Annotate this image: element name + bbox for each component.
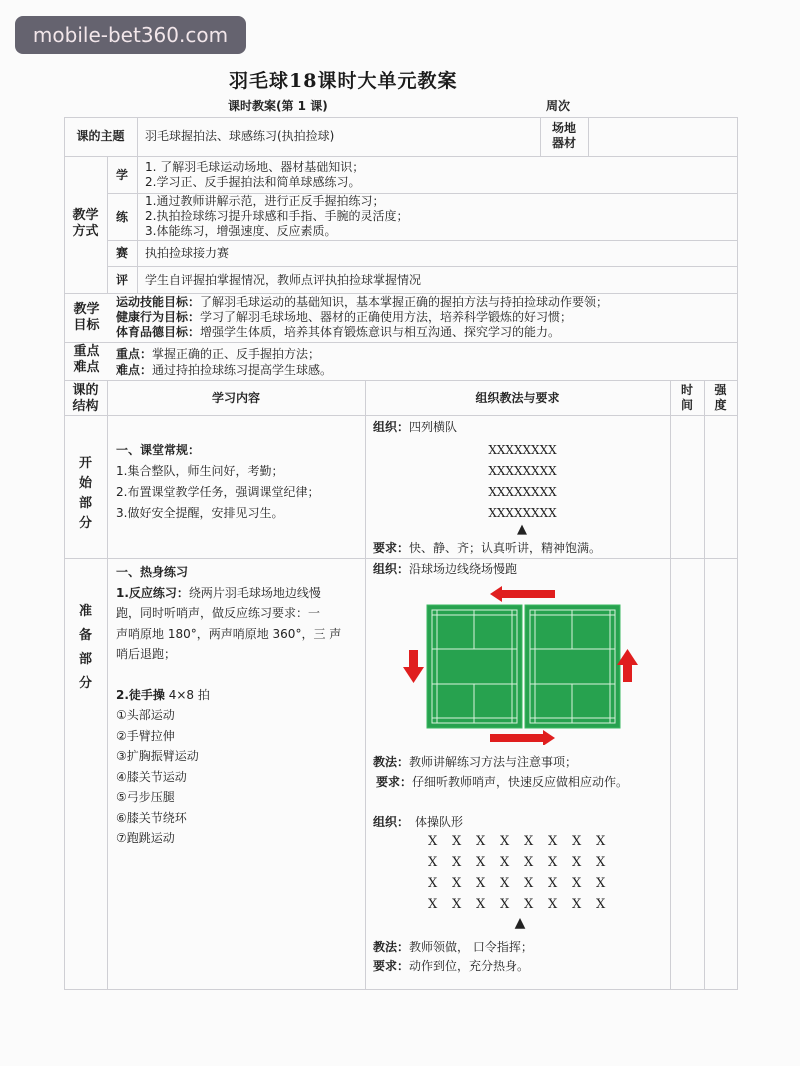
arrow-left-icon	[490, 586, 555, 602]
court-right-icon	[525, 605, 620, 728]
method-key-evaluate: 评	[115, 273, 128, 287]
topic-label: 课的主题	[76, 129, 125, 143]
formation-row: XXXXXXXX	[488, 464, 557, 478]
topic-value: 羽毛球握拍法、球感练习(执拍捡球)	[145, 129, 335, 143]
method-learn-text: 1. 了解羽毛球运动场地、器材基础知识； 2.学习正、反手握拍法和简单球感练习。	[145, 160, 365, 189]
start-requirement: 要求：快、静、齐；认真听讲，精神饱满。	[373, 541, 602, 555]
arrow-right-icon	[490, 730, 555, 745]
badminton-courts-diagram	[400, 585, 650, 745]
keypoints-list	[116, 346, 332, 378]
start-part-content: 一、课堂常规： 1.集合整队，师生问好，考勤； 2.布置课堂教学任务，强调课堂纪律； 3.做好安全提醒，安排见习生。	[116, 443, 320, 520]
start-part-label: 开 始 部 分	[78, 456, 92, 531]
exercise-item: ⑥膝关节绕环	[116, 810, 187, 825]
objective-item: 运动技能目标：了解羽毛球运动的基础知识，基本掌握正确的握拍方法与持拍捡球动作要领；	[116, 295, 609, 309]
intensity-col-header: 强 度	[714, 383, 727, 412]
method-key-compete: 赛	[115, 246, 128, 260]
formation-row: XXXXXXXX	[488, 443, 557, 457]
objective-item: 健康行为目标：学习了解羽毛球场地、器材的正确使用方法，培养科学锻炼的好习惯；	[116, 310, 573, 324]
teacher-triangle-icon: ▲	[514, 915, 526, 931]
method-evaluate-text: 学生自评握拍掌握情况，教师点评执拍捡球掌握情况	[145, 273, 422, 287]
method-col-header: 组织教法与要求	[475, 391, 560, 405]
keypoint-item: 难点：通过持拍捡球练习提高学生球感。	[116, 363, 333, 377]
prep-org-2: 组织： 体操队形	[373, 815, 464, 829]
page-title: 羽毛球18课时大单元教案	[229, 70, 458, 92]
formation-row: XXXXXXXX	[488, 485, 557, 499]
lesson-subtitle: 课时教案(第 1 课)	[228, 99, 328, 113]
teaching-method-label: 教学 方式	[72, 208, 99, 239]
structure-col-header: 课的 结构	[72, 383, 99, 414]
content-col-header: 学习内容	[211, 391, 260, 405]
week-label: 周次	[546, 99, 571, 113]
prep-method-1: 教法：教师讲解练习方法与注意事项； 要求：仔细听教师哨声，快速反应做相应动作。	[373, 755, 629, 789]
teacher-triangle-icon: ▲	[517, 522, 527, 537]
four-row-formation	[470, 440, 575, 524]
method-compete-text: 执拍捡球接力赛	[145, 246, 230, 260]
exercise-item: ⑤弓步压腿	[116, 790, 175, 804]
exercise-item: ②手臂拉伸	[116, 728, 175, 743]
venue-label: 场地 器材	[551, 121, 576, 150]
exercise-item: ③扩胸振臂运动	[116, 749, 199, 763]
objectives-list	[116, 295, 608, 340]
keypoint-item: 重点：掌握正确的正、反手握拍方法；	[116, 347, 321, 361]
formation-row: XXXXXXXX	[488, 506, 557, 520]
objective-item: 体育品德目标：增强学生体质，培养其体育锻炼意识与相互沟通、探究学习的能力。	[116, 325, 561, 339]
start-org: 组织：四列横队	[373, 420, 458, 434]
arrow-down-icon	[403, 650, 424, 683]
objectives-label: 教学 目标	[73, 302, 100, 333]
watermark-badge: mobile-bet360.com	[15, 16, 246, 54]
keypoints-label: 重点 难点	[73, 344, 100, 375]
method-key-practice: 练	[115, 210, 128, 224]
exercise-item: ④膝关节运动	[116, 769, 187, 784]
exercise-item: ⑦跑跳运动	[116, 831, 175, 845]
method-key-learn: 学	[115, 168, 128, 182]
court-left-icon	[427, 605, 522, 728]
gymnastics-formation: X X X X X X X X X X X X X X X X X X X X X X X X X X X X X X X X	[428, 834, 606, 912]
method-practice-text: 1.通过教师讲解示范，进行正反手握拍练习； 2.执拍捡球练习提升球感和手指、手腕的灵活度； 3.体能练习，增强速度、反应素质。	[145, 194, 409, 238]
prep-part-content: 一、热身练习 1.反应练习：绕两片羽毛球场地边线慢 跑，同时听哨声，做反应练习要求：一 声哨原地 180°，两声哨原地 360°，三 声 哨后退跑； 2.徒手操 4×8 拍 ①头部运动 ②手臂拉伸 ③扩胸振臂运动 ④膝关节运动 ⑤弓步压腿 ⑥膝关节绕环 ⑦跑跳运动	[116, 562, 361, 849]
prep-part-label: 准 备 部 分	[78, 604, 92, 691]
time-col-header: 时 间	[680, 383, 693, 412]
exercise-item: ①头部运动	[116, 708, 175, 722]
prep-method-2: 教法：教师领做， 口令指挥； 要求：动作到位，充分热身。	[373, 940, 533, 973]
prep-org-1: 组织：沿球场边线绕场慢跑	[373, 562, 518, 576]
